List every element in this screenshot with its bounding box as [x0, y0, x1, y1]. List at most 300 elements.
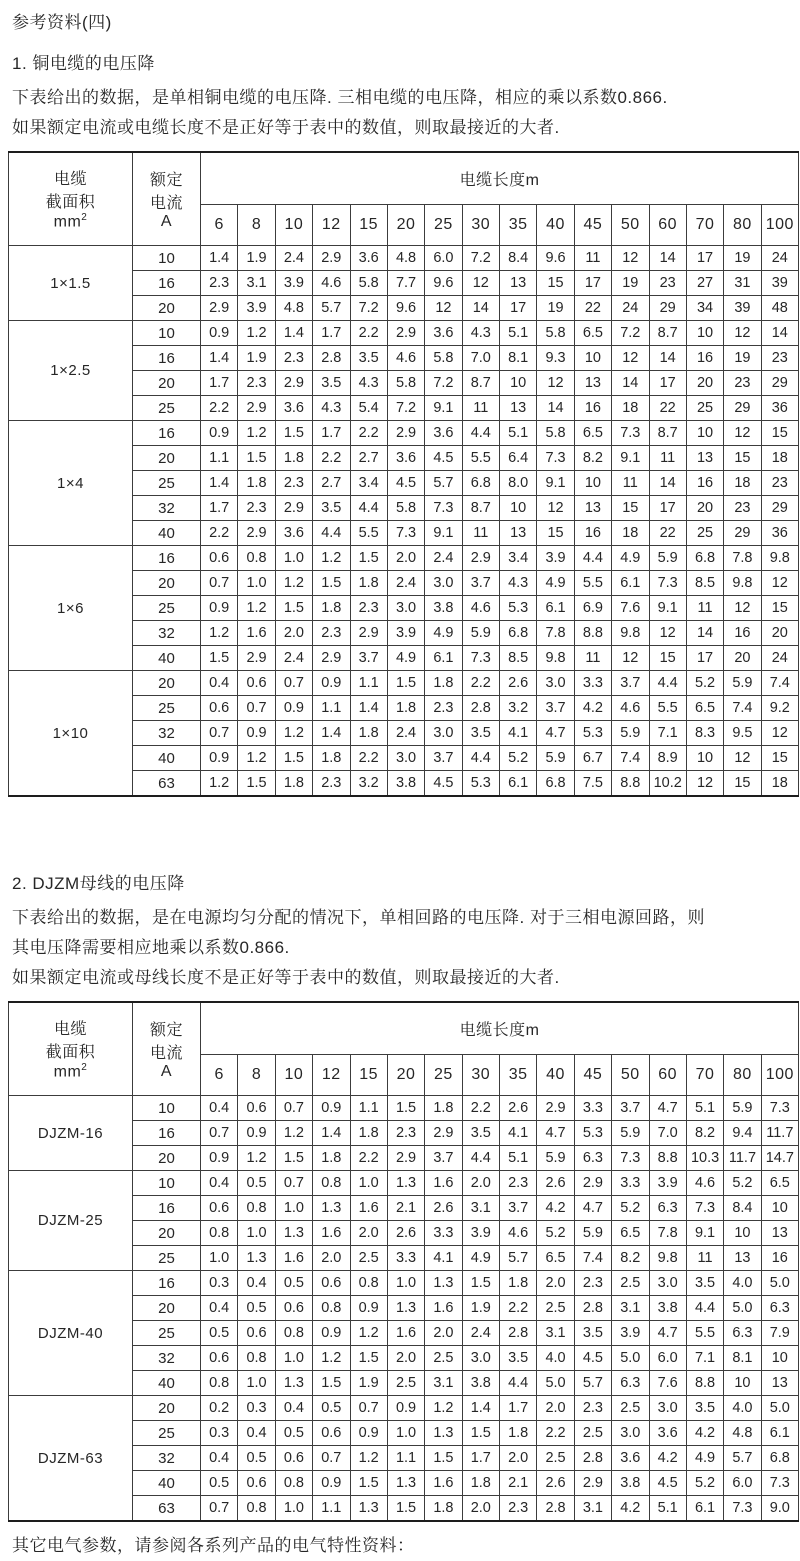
- voltage-drop-cell: 6.9: [574, 596, 611, 621]
- voltage-drop-cell: 14: [649, 346, 686, 371]
- voltage-drop-cell: 3.3: [425, 1221, 462, 1246]
- voltage-drop-cell: 1.5: [313, 571, 350, 596]
- voltage-drop-cell: 2.9: [275, 371, 312, 396]
- voltage-drop-cell: 1.3: [275, 1371, 312, 1396]
- rated-current-cell: 32: [133, 1446, 201, 1471]
- voltage-drop-cell: 1.7: [313, 321, 350, 346]
- voltage-drop-cell: 0.5: [275, 1421, 312, 1446]
- voltage-drop-cell: 0.6: [238, 1096, 275, 1121]
- voltage-drop-cell: 10.2: [649, 771, 686, 797]
- voltage-drop-cell: 1.1: [313, 1496, 350, 1522]
- rated-current-cell: 16: [133, 421, 201, 446]
- voltage-drop-cell: 6.8: [500, 621, 537, 646]
- voltage-drop-cell: 22: [649, 521, 686, 546]
- section2-heading: 2. DJZM母线的电压降: [12, 874, 185, 893]
- length-col-45: 45: [574, 205, 611, 246]
- voltage-drop-cell: 1.5: [201, 646, 238, 671]
- voltage-drop-cell: 8.3: [686, 721, 723, 746]
- voltage-drop-cell: 4.4: [574, 546, 611, 571]
- voltage-drop-cell: 1.8: [313, 746, 350, 771]
- length-col-50: 50: [612, 205, 649, 246]
- voltage-drop-cell: 0.6: [201, 696, 238, 721]
- voltage-drop-cell: 0.6: [201, 1346, 238, 1371]
- voltage-drop-cell: 2.2: [201, 396, 238, 421]
- voltage-drop-cell: 2.2: [350, 746, 387, 771]
- voltage-drop-cell: 9.3: [537, 346, 574, 371]
- voltage-drop-cell: 14: [462, 296, 499, 321]
- voltage-drop-cell: 1.5: [387, 671, 424, 696]
- voltage-drop-cell: 2.9: [201, 296, 238, 321]
- voltage-drop-cell: 1.5: [350, 1346, 387, 1371]
- voltage-drop-cell: 22: [649, 396, 686, 421]
- voltage-drop-cell: 10: [724, 1221, 761, 1246]
- voltage-drop-cell: 1.0: [238, 571, 275, 596]
- voltage-drop-cell: 7.4: [761, 671, 798, 696]
- voltage-drop-cell: 9.1: [537, 471, 574, 496]
- rated-current-cell: 25: [133, 396, 201, 421]
- voltage-drop-cell: 2.8: [500, 1321, 537, 1346]
- voltage-drop-cell: 2.2: [462, 671, 499, 696]
- voltage-drop-cell: 3.3: [574, 671, 611, 696]
- voltage-drop-cell: 3.6: [425, 421, 462, 446]
- length-col-8: 8: [238, 1055, 275, 1096]
- length-col-30: 30: [462, 1055, 499, 1096]
- voltage-drop-cell: 0.4: [201, 671, 238, 696]
- voltage-drop-cell: 6.1: [761, 1421, 798, 1446]
- voltage-drop-cell: 8.1: [724, 1346, 761, 1371]
- voltage-drop-cell: 9.1: [686, 1221, 723, 1246]
- voltage-drop-cell: 0.6: [313, 1421, 350, 1446]
- rated-current-cell: 20: [133, 671, 201, 696]
- voltage-drop-cell: 3.6: [275, 521, 312, 546]
- voltage-drop-cell: 4.5: [649, 1471, 686, 1496]
- voltage-drop-cell: 0.7: [201, 721, 238, 746]
- voltage-drop-cell: 19: [612, 271, 649, 296]
- length-col-40: 40: [537, 205, 574, 246]
- voltage-drop-cell: 5.9: [612, 721, 649, 746]
- voltage-drop-cell: 2.4: [425, 546, 462, 571]
- voltage-drop-cell: 0.7: [201, 1496, 238, 1522]
- voltage-drop-cell: 3.6: [425, 321, 462, 346]
- voltage-drop-cell: 5.2: [612, 1196, 649, 1221]
- page-title: 参考资料(四): [12, 13, 112, 32]
- voltage-drop-cell: 8.8: [686, 1371, 723, 1396]
- voltage-drop-cell: 3.0: [537, 671, 574, 696]
- voltage-drop-cell: 3.3: [387, 1246, 424, 1271]
- group-label: DJZM-63: [9, 1396, 133, 1522]
- voltage-drop-cell: 0.4: [238, 1421, 275, 1446]
- voltage-drop-cell: 9.1: [649, 596, 686, 621]
- voltage-drop-cell: 5.0: [612, 1346, 649, 1371]
- rated-current-cell: 25: [133, 696, 201, 721]
- rated-current-cell: 20: [133, 571, 201, 596]
- voltage-drop-cell: 17: [649, 371, 686, 396]
- length-col-12: 12: [313, 1055, 350, 1096]
- voltage-drop-cell: 2.9: [275, 496, 312, 521]
- voltage-drop-cell: 6.3: [649, 1196, 686, 1221]
- voltage-drop-cell: 4.6: [686, 1171, 723, 1196]
- voltage-drop-cell: 2.3: [201, 271, 238, 296]
- voltage-drop-cell: 2.5: [612, 1271, 649, 1296]
- voltage-drop-cell: 1.0: [275, 1196, 312, 1221]
- length-col-80: 80: [724, 1055, 761, 1096]
- voltage-drop-cell: 1.8: [425, 671, 462, 696]
- voltage-drop-cell: 1.7: [500, 1396, 537, 1421]
- voltage-drop-cell: 4.4: [462, 1146, 499, 1171]
- voltage-drop-cell: 2.2: [201, 521, 238, 546]
- voltage-drop-cell: 17: [500, 296, 537, 321]
- voltage-drop-cell: 18: [761, 771, 798, 797]
- length-col-50: 50: [612, 1055, 649, 1096]
- voltage-drop-cell: 2.4: [275, 246, 312, 271]
- voltage-drop-cell: 13: [500, 271, 537, 296]
- voltage-drop-cell: 0.9: [387, 1396, 424, 1421]
- voltage-drop-cell: 1.8: [275, 771, 312, 797]
- voltage-drop-cell: 22: [574, 296, 611, 321]
- voltage-drop-cell: 4.2: [612, 1496, 649, 1522]
- voltage-drop-cell: 7.9: [761, 1321, 798, 1346]
- voltage-drop-cell: 7.8: [649, 1221, 686, 1246]
- voltage-drop-cell: 19: [537, 296, 574, 321]
- voltage-drop-cell: 23: [649, 271, 686, 296]
- voltage-drop-cell: 3.0: [387, 746, 424, 771]
- voltage-drop-cell: 0.9: [313, 671, 350, 696]
- col-header-cross-section: 电缆 截面积 $mm^2$: [9, 1002, 133, 1096]
- voltage-drop-cell: 4.0: [724, 1271, 761, 1296]
- voltage-drop-cell: 15: [724, 446, 761, 471]
- voltage-drop-cell: 0.9: [201, 746, 238, 771]
- voltage-drop-cell: 27: [686, 271, 723, 296]
- voltage-drop-cell: 4.8: [387, 246, 424, 271]
- table-row: [9, 1396, 799, 1421]
- voltage-drop-cell: 6.8: [686, 546, 723, 571]
- voltage-drop-cell: 5.9: [462, 621, 499, 646]
- voltage-drop-cell: 1.2: [238, 321, 275, 346]
- voltage-drop-cell: 8.7: [462, 496, 499, 521]
- voltage-drop-cell: 1.6: [425, 1171, 462, 1196]
- voltage-drop-cell: 1.0: [238, 1371, 275, 1396]
- voltage-drop-cell: 3.1: [612, 1296, 649, 1321]
- voltage-drop-cell: 2.0: [313, 1246, 350, 1271]
- rated-current-cell: 40: [133, 521, 201, 546]
- voltage-drop-cell: 20: [761, 621, 798, 646]
- voltage-drop-cell: 4.4: [350, 496, 387, 521]
- voltage-drop-cell: 0.7: [201, 571, 238, 596]
- length-col-30: 30: [462, 205, 499, 246]
- voltage-drop-cell: 1.1: [313, 696, 350, 721]
- voltage-drop-cell: 7.1: [649, 721, 686, 746]
- voltage-drop-cell: 0.9: [201, 321, 238, 346]
- voltage-drop-cell: 8.5: [686, 571, 723, 596]
- voltage-drop-cell: 1.3: [238, 1246, 275, 1271]
- voltage-drop-cell: 3.1: [537, 1321, 574, 1346]
- voltage-drop-cell: 0.5: [313, 1396, 350, 1421]
- section2-paragraph: [12, 903, 786, 993]
- voltage-drop-cell: 3.7: [425, 746, 462, 771]
- voltage-drop-cell: 1.5: [275, 596, 312, 621]
- voltage-drop-cell: 1.8: [387, 696, 424, 721]
- rated-current-cell: 25: [133, 596, 201, 621]
- voltage-drop-cell: 2.3: [500, 1496, 537, 1522]
- length-col-80: 80: [724, 205, 761, 246]
- voltage-drop-cell: 3.8: [612, 1471, 649, 1496]
- length-col-6: 6: [201, 1055, 238, 1096]
- voltage-drop-cell: 4.7: [574, 1196, 611, 1221]
- voltage-drop-cell: 9.1: [425, 396, 462, 421]
- voltage-drop-cell: 2.6: [537, 1171, 574, 1196]
- voltage-drop-cell: 24: [761, 246, 798, 271]
- voltage-drop-cell: 24: [761, 646, 798, 671]
- voltage-drop-cell: 20: [724, 646, 761, 671]
- voltage-drop-cell: 11.7: [761, 1121, 798, 1146]
- voltage-drop-cell: 4.4: [313, 521, 350, 546]
- voltage-drop-cell: 0.7: [201, 1121, 238, 1146]
- voltage-drop-cell: 13: [686, 446, 723, 471]
- rated-current-cell: 32: [133, 1346, 201, 1371]
- voltage-drop-cell: 7.3: [724, 1496, 761, 1522]
- voltage-drop-cell: 29: [649, 296, 686, 321]
- voltage-drop-cell: 9.6: [387, 296, 424, 321]
- voltage-drop-cell: 7.2: [425, 371, 462, 396]
- voltage-drop-cell: 2.6: [537, 1471, 574, 1496]
- voltage-drop-cell: 11: [649, 446, 686, 471]
- voltage-drop-cell: 1.4: [313, 1121, 350, 1146]
- voltage-drop-cell: 3.7: [612, 1096, 649, 1121]
- voltage-drop-cell: 1.5: [462, 1421, 499, 1446]
- voltage-drop-cell: 29: [724, 396, 761, 421]
- voltage-drop-cell: 0.8: [238, 1496, 275, 1522]
- voltage-drop-cell: 4.1: [500, 721, 537, 746]
- voltage-drop-cell: 4.7: [649, 1096, 686, 1121]
- voltage-drop-cell: 5.2: [500, 746, 537, 771]
- rated-current-cell: 20: [133, 371, 201, 396]
- voltage-drop-cell: 8.8: [649, 1146, 686, 1171]
- voltage-drop-cell: 1.7: [201, 371, 238, 396]
- voltage-drop-cell: 18: [724, 471, 761, 496]
- voltage-drop-cell: 0.7: [350, 1396, 387, 1421]
- voltage-drop-cell: 0.8: [201, 1371, 238, 1396]
- voltage-drop-cell: 5.8: [537, 421, 574, 446]
- voltage-drop-cell: 11: [686, 1246, 723, 1271]
- voltage-drop-cell: 0.8: [238, 546, 275, 571]
- length-col-25: 25: [425, 205, 462, 246]
- rated-current-cell: 10: [133, 1096, 201, 1121]
- voltage-drop-cell: 1.6: [387, 1321, 424, 1346]
- voltage-drop-cell: 4.0: [724, 1396, 761, 1421]
- voltage-drop-cell: 2.8: [574, 1446, 611, 1471]
- voltage-drop-cell: 3.0: [612, 1421, 649, 1446]
- voltage-drop-cell: 6.1: [537, 596, 574, 621]
- voltage-drop-cell: 1.0: [275, 1496, 312, 1522]
- voltage-drop-cell: 2.0: [275, 621, 312, 646]
- voltage-drop-cell: 1.6: [313, 1221, 350, 1246]
- voltage-drop-cell: 10: [724, 1371, 761, 1396]
- rated-current-cell: 16: [133, 271, 201, 296]
- voltage-drop-cell: 3.0: [387, 596, 424, 621]
- voltage-drop-cell: 15: [761, 746, 798, 771]
- voltage-drop-cell: 17: [574, 271, 611, 296]
- voltage-drop-cell: 1.5: [350, 546, 387, 571]
- voltage-drop-cell: 5.2: [537, 1221, 574, 1246]
- voltage-drop-cell: 7.0: [649, 1121, 686, 1146]
- voltage-drop-cell: 0.4: [275, 1396, 312, 1421]
- voltage-drop-cell: 2.4: [387, 571, 424, 596]
- voltage-drop-cell: 16: [574, 396, 611, 421]
- voltage-drop-cell: 1.8: [350, 1121, 387, 1146]
- voltage-drop-cell: 0.9: [201, 1146, 238, 1171]
- voltage-drop-cell: 2.0: [350, 1221, 387, 1246]
- voltage-drop-cell: 7.3: [387, 521, 424, 546]
- voltage-drop-cell: 1.0: [350, 1171, 387, 1196]
- voltage-drop-cell: 1.8: [500, 1271, 537, 1296]
- group-label: DJZM-16: [9, 1096, 133, 1171]
- voltage-drop-cell: 1.9: [462, 1296, 499, 1321]
- voltage-drop-cell: 0.7: [275, 671, 312, 696]
- voltage-drop-cell: 1.3: [275, 1221, 312, 1246]
- rated-current-cell: 40: [133, 746, 201, 771]
- voltage-drop-cell: 1.3: [425, 1421, 462, 1446]
- voltage-drop-cell: 2.4: [275, 646, 312, 671]
- section2-para-line3: 如果额定电流或母线长度不是正好等于表中的数值，则取最接近的大者.: [12, 968, 560, 987]
- voltage-drop-cell: 1.5: [275, 746, 312, 771]
- voltage-drop-cell: 3.1: [425, 1371, 462, 1396]
- rated-current-cell: 40: [133, 1471, 201, 1496]
- rated-current-cell: 63: [133, 771, 201, 797]
- voltage-drop-cell: 4.4: [462, 746, 499, 771]
- voltage-drop-cell: 6.1: [612, 571, 649, 596]
- col-header-rated-current: 额定 电流 A: [133, 152, 201, 246]
- voltage-drop-cell: 1.2: [275, 1121, 312, 1146]
- voltage-drop-cell: 1.8: [313, 1146, 350, 1171]
- voltage-drop-cell: 4.8: [724, 1421, 761, 1446]
- voltage-drop-cell: 3.6: [275, 396, 312, 421]
- voltage-drop-cell: 3.5: [686, 1396, 723, 1421]
- voltage-drop-cell: 25: [686, 521, 723, 546]
- voltage-drop-cell: 7.6: [649, 1371, 686, 1396]
- voltage-drop-cell: 0.6: [275, 1296, 312, 1321]
- voltage-drop-cell: 1.4: [275, 321, 312, 346]
- voltage-drop-cell: 0.6: [238, 671, 275, 696]
- voltage-drop-cell: 8.0: [500, 471, 537, 496]
- voltage-drop-cell: 18: [761, 446, 798, 471]
- voltage-drop-cell: 6.4: [500, 446, 537, 471]
- voltage-drop-cell: 3.2: [500, 696, 537, 721]
- voltage-drop-cell: 0.8: [238, 1196, 275, 1221]
- voltage-drop-cell: 2.9: [350, 621, 387, 646]
- voltage-drop-cell: 3.0: [425, 571, 462, 596]
- voltage-drop-cell: 0.8: [275, 1471, 312, 1496]
- voltage-drop-cell: 4.9: [462, 1246, 499, 1271]
- length-col-15: 15: [350, 1055, 387, 1096]
- voltage-drop-cell: 2.5: [612, 1396, 649, 1421]
- voltage-drop-cell: 0.6: [201, 1196, 238, 1221]
- voltage-drop-cell: 2.4: [462, 1321, 499, 1346]
- voltage-drop-cell: 6.8: [761, 1446, 798, 1471]
- voltage-drop-cell: 3.7: [500, 1196, 537, 1221]
- voltage-drop-cell: 6.0: [425, 246, 462, 271]
- voltage-drop-cell: 2.1: [500, 1471, 537, 1496]
- voltage-drop-cell: 7.3: [425, 496, 462, 521]
- voltage-drop-cell: 3.0: [425, 721, 462, 746]
- length-col-35: 35: [500, 205, 537, 246]
- voltage-drop-cell: 6.3: [574, 1146, 611, 1171]
- voltage-drop-cell: 0.6: [238, 1471, 275, 1496]
- voltage-drop-cell: 3.8: [649, 1296, 686, 1321]
- voltage-drop-cell: 3.0: [462, 1346, 499, 1371]
- voltage-drop-cell: 2.9: [313, 646, 350, 671]
- voltage-drop-cell: 1.9: [350, 1371, 387, 1396]
- voltage-drop-cell: 24: [612, 296, 649, 321]
- voltage-drop-cell: 5.5: [574, 571, 611, 596]
- voltage-drop-cell: 0.7: [238, 696, 275, 721]
- voltage-drop-cell: 3.5: [462, 1121, 499, 1146]
- voltage-drop-cell: 6.8: [462, 471, 499, 496]
- length-col-20: 20: [387, 1055, 424, 1096]
- voltage-drop-cell: 0.9: [350, 1296, 387, 1321]
- voltage-drop-cell: 13: [761, 1371, 798, 1396]
- voltage-drop-cell: 7.3: [649, 571, 686, 596]
- voltage-drop-cell: 11: [574, 246, 611, 271]
- voltage-drop-cell: 15: [761, 596, 798, 621]
- voltage-drop-cell: 2.8: [574, 1296, 611, 1321]
- voltage-drop-cell: 2.2: [350, 1146, 387, 1171]
- rated-current-cell: 25: [133, 471, 201, 496]
- voltage-drop-cell: 0.8: [238, 1346, 275, 1371]
- voltage-drop-cell: 31: [724, 271, 761, 296]
- voltage-drop-cell: 3.7: [612, 671, 649, 696]
- voltage-drop-cell: 2.3: [313, 771, 350, 797]
- voltage-drop-cell: 34: [686, 296, 723, 321]
- voltage-drop-cell: 1.2: [313, 1346, 350, 1371]
- rated-current-cell: 16: [133, 1121, 201, 1146]
- voltage-drop-cell: 1.5: [313, 1371, 350, 1396]
- group-label: DJZM-40: [9, 1271, 133, 1396]
- voltage-drop-cell: 2.3: [313, 621, 350, 646]
- table-row: [9, 1171, 799, 1196]
- rated-current-cell: 16: [133, 1196, 201, 1221]
- voltage-drop-cell: 20: [686, 371, 723, 396]
- voltage-drop-cell: 1.8: [500, 1421, 537, 1446]
- voltage-drop-cell: 5.9: [537, 746, 574, 771]
- voltage-drop-cell: 8.7: [462, 371, 499, 396]
- voltage-drop-cell: 1.2: [201, 771, 238, 797]
- voltage-drop-cell: 10: [686, 421, 723, 446]
- voltage-drop-cell: 4.6: [612, 696, 649, 721]
- voltage-drop-cell: 0.8: [313, 1296, 350, 1321]
- voltage-drop-cell: 0.6: [313, 1271, 350, 1296]
- voltage-drop-cell: 9.6: [537, 246, 574, 271]
- voltage-drop-cell: 10: [574, 471, 611, 496]
- voltage-drop-cell: 3.0: [649, 1396, 686, 1421]
- voltage-drop-cell: 2.9: [313, 246, 350, 271]
- voltage-drop-cell: 5.7: [500, 1246, 537, 1271]
- voltage-drop-cell: 9.8: [724, 571, 761, 596]
- voltage-drop-cell: 1.8: [275, 446, 312, 471]
- voltage-drop-cell: 2.3: [500, 1171, 537, 1196]
- voltage-drop-cell: 0.5: [201, 1471, 238, 1496]
- length-col-10: 10: [275, 205, 312, 246]
- voltage-drop-cell: 29: [761, 496, 798, 521]
- voltage-drop-cell: 16: [686, 346, 723, 371]
- voltage-drop-cell: 13: [500, 521, 537, 546]
- voltage-drop-cell: 2.5: [537, 1446, 574, 1471]
- voltage-drop-cell: 5.8: [425, 346, 462, 371]
- col-header-cross-section: 电缆 截面积 $mm^2$: [9, 152, 133, 246]
- voltage-drop-cell: 2.9: [462, 546, 499, 571]
- voltage-drop-cell: 13: [500, 396, 537, 421]
- voltage-drop-cell: 3.5: [350, 346, 387, 371]
- voltage-drop-cell: 6.5: [761, 1171, 798, 1196]
